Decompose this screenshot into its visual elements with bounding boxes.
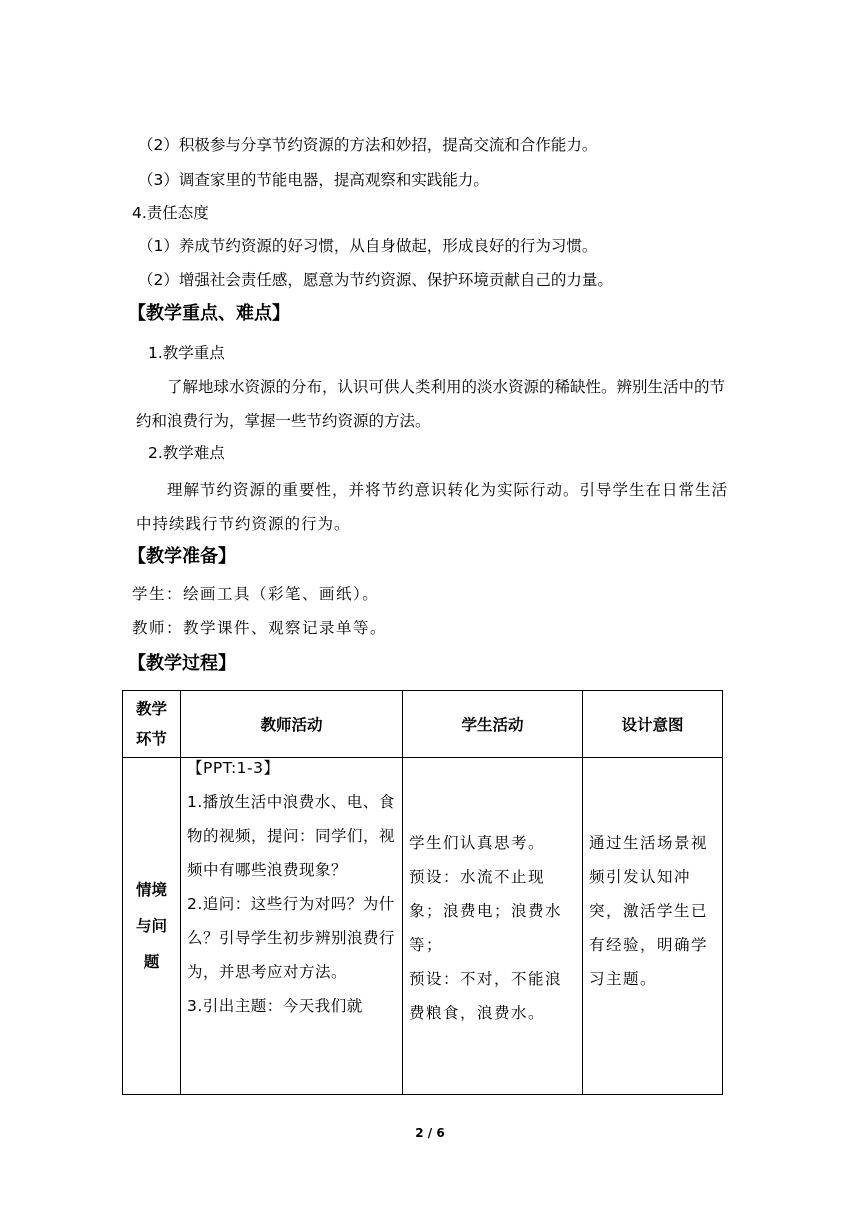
stage-cell: 情境与问题 bbox=[123, 758, 181, 1095]
objective-item-2: （2）积极参与分享节约资源的方法和妙招，提高交流和合作能力。 bbox=[138, 136, 598, 154]
teacher-activity-cell: 【PPT:1-3】 1.播放生活中浪费水、电、食物的视频，提问：同学们，视频中有哪些浪费现象？ 2.追问：这些行为对吗？为什么？引导学生初步辨别浪费行为，并思考应对方法。 3.引出主题：今天我们就 bbox=[181, 758, 403, 1095]
header-teacher-activity: 教师活动 bbox=[181, 691, 403, 758]
preparation-teacher: 教师：教学课件、观察记录单等。 bbox=[132, 619, 388, 637]
key-point-paragraph: 了解地球水资源的分布，认识可供人类利用的淡水资源的稀缺性。辨别生活中的节约和浪费行为，掌握一些节约资源的方法。 bbox=[136, 378, 726, 430]
table-row bbox=[123, 758, 723, 1095]
preparation-student: 学生：绘画工具（彩笔、画纸）。 bbox=[132, 585, 380, 603]
student-activity-cell: 学生们认真思考。 预设：水流不止现象；浪费电；浪费水等； 预设：不对，不能浪费粮食，浪费水。 bbox=[403, 758, 583, 1095]
process-table bbox=[122, 690, 723, 1095]
header-design-intent: 设计意图 bbox=[583, 691, 723, 758]
key-point-subheading: 1.教学重点 bbox=[148, 344, 225, 362]
responsibility-item-2: （2）增强社会责任感，愿意为节约资源、保护环境贡献自己的力量。 bbox=[138, 271, 613, 289]
difficulty-subheading: 2.教学难点 bbox=[148, 444, 225, 462]
key-points-heading: 【教学重点、难点】 bbox=[128, 303, 290, 324]
header-student-activity: 学生活动 bbox=[403, 691, 583, 758]
difficulty-paragraph: 理解节约资源的重要性，并将节约意识转化为实际行动。引导学生在日常生活中持续践行节约资源的行为。 bbox=[136, 481, 729, 533]
design-intent-cell: 通过生活场景视频引发认知冲突，激活学生已有经验，明确学习主题。 bbox=[583, 758, 723, 1095]
section-responsibility: 4.责任态度 bbox=[132, 204, 209, 222]
preparation-heading: 【教学准备】 bbox=[128, 546, 236, 567]
objective-item-3: （3）调查家里的节能电器，提高观察和实践能力。 bbox=[138, 171, 489, 189]
process-heading: 【教学过程】 bbox=[128, 653, 236, 674]
page-number: 2 / 6 bbox=[415, 1126, 445, 1140]
table-header-row bbox=[123, 691, 723, 758]
responsibility-item-1: （1）养成节约资源的好习惯，从自身做起，形成良好的行为习惯。 bbox=[138, 237, 598, 255]
header-stage: 教学环节 bbox=[123, 691, 181, 758]
